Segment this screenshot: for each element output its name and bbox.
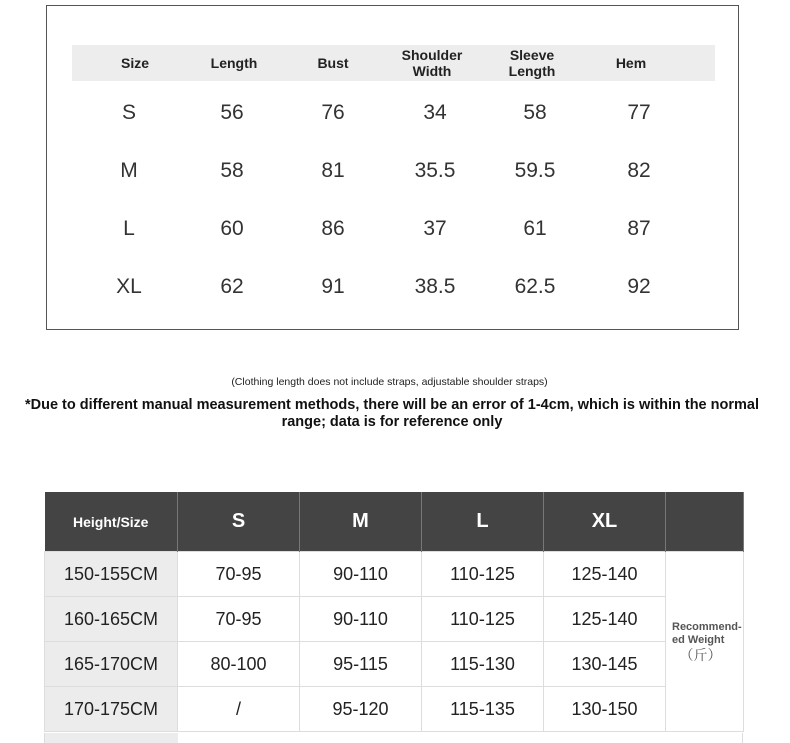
shoulder-cell: 34 (423, 101, 447, 124)
weight-cell: 125-140 (544, 552, 666, 597)
weight-cell: 130-150 (544, 687, 666, 732)
recommended-weight-label: Recommend- ed Weight （斤） (666, 552, 744, 732)
size-cell: L (123, 217, 135, 240)
weight-cell: 95-115 (300, 642, 422, 687)
table-row (45, 687, 744, 732)
size-row (47, 267, 738, 307)
header-hem: Hem (615, 55, 647, 71)
size-chart (46, 5, 739, 330)
height-cell: 165-170CM (45, 642, 178, 687)
weight-cell: 130-145 (544, 642, 666, 687)
size-cell: XL (116, 275, 142, 298)
straps-note: (Clothing length does not include straps, adjustable shoulder straps) (231, 376, 548, 388)
sleeve-cell: 59.5 (514, 159, 556, 182)
size-header-xl: XL (544, 492, 666, 552)
measurement-disclaimer: *Due to different manual measurement methods, there will be an error of 1-4cm, which is within the normal range; data is for reference only (24, 397, 759, 430)
header-length: Length (210, 55, 258, 71)
shoulder-cell: 35.5 (414, 159, 456, 182)
header-bust: Bust (317, 55, 349, 71)
bust-cell: 91 (321, 275, 345, 298)
table-row (45, 552, 744, 597)
sleeve-cell: 62.5 (514, 275, 556, 298)
height-cell: 150-155CM (45, 552, 178, 597)
weight-cell: 115-135 (422, 687, 544, 732)
header-size: Size (120, 55, 149, 71)
size-cell: S (121, 101, 136, 124)
blank-header (666, 492, 744, 552)
size-row (47, 209, 738, 249)
weight-cell: 95-120 (300, 687, 422, 732)
weight-cell: 90-110 (300, 552, 422, 597)
height-cell: 160-165CM (45, 597, 178, 642)
length-cell: 58 (220, 159, 244, 182)
size-header-s: S (178, 492, 300, 552)
height-cell: 170-175CM (45, 687, 178, 732)
size-row (47, 151, 738, 191)
sleeve-cell: 58 (523, 101, 547, 124)
hem-cell: 92 (627, 275, 651, 298)
table-row (45, 597, 744, 642)
weight-cell: 90-110 (300, 597, 422, 642)
weight-unit: （斤） (679, 647, 722, 663)
weight-cell: 80-100 (178, 642, 300, 687)
hem-cell: 87 (627, 217, 651, 240)
length-cell: 60 (220, 217, 244, 240)
size-header-m: M (300, 492, 422, 552)
size-row (47, 93, 738, 133)
weight-cell: 70-95 (178, 552, 300, 597)
table-bottom-edge (44, 733, 743, 743)
weight-cell: 70-95 (178, 597, 300, 642)
weight-cell: 110-125 (422, 552, 544, 597)
weight-chart-header (45, 492, 744, 552)
hem-cell: 82 (627, 159, 651, 182)
shoulder-cell: 37 (423, 217, 447, 240)
weight-cell: 110-125 (422, 597, 544, 642)
table-row (45, 642, 744, 687)
bust-cell: 86 (321, 217, 345, 240)
shoulder-cell: 38.5 (414, 275, 456, 298)
weight-cell: / (178, 687, 300, 732)
corner-header: Height/Size (45, 492, 178, 552)
bust-cell: 76 (321, 101, 345, 124)
length-cell: 56 (220, 101, 244, 124)
length-cell: 62 (220, 275, 244, 298)
bust-cell: 81 (321, 159, 345, 182)
size-header-l: L (422, 492, 544, 552)
header-sleeve-length: Sleeve Length (508, 47, 556, 79)
weight-chart (44, 492, 744, 732)
size-cell: M (120, 159, 138, 182)
header-shoulder-width: Shoulder Width (401, 47, 463, 79)
sleeve-cell: 61 (523, 217, 547, 240)
weight-cell: 125-140 (544, 597, 666, 642)
hem-cell: 77 (627, 101, 651, 124)
weight-cell: 115-130 (422, 642, 544, 687)
size-chart-header (72, 45, 715, 81)
